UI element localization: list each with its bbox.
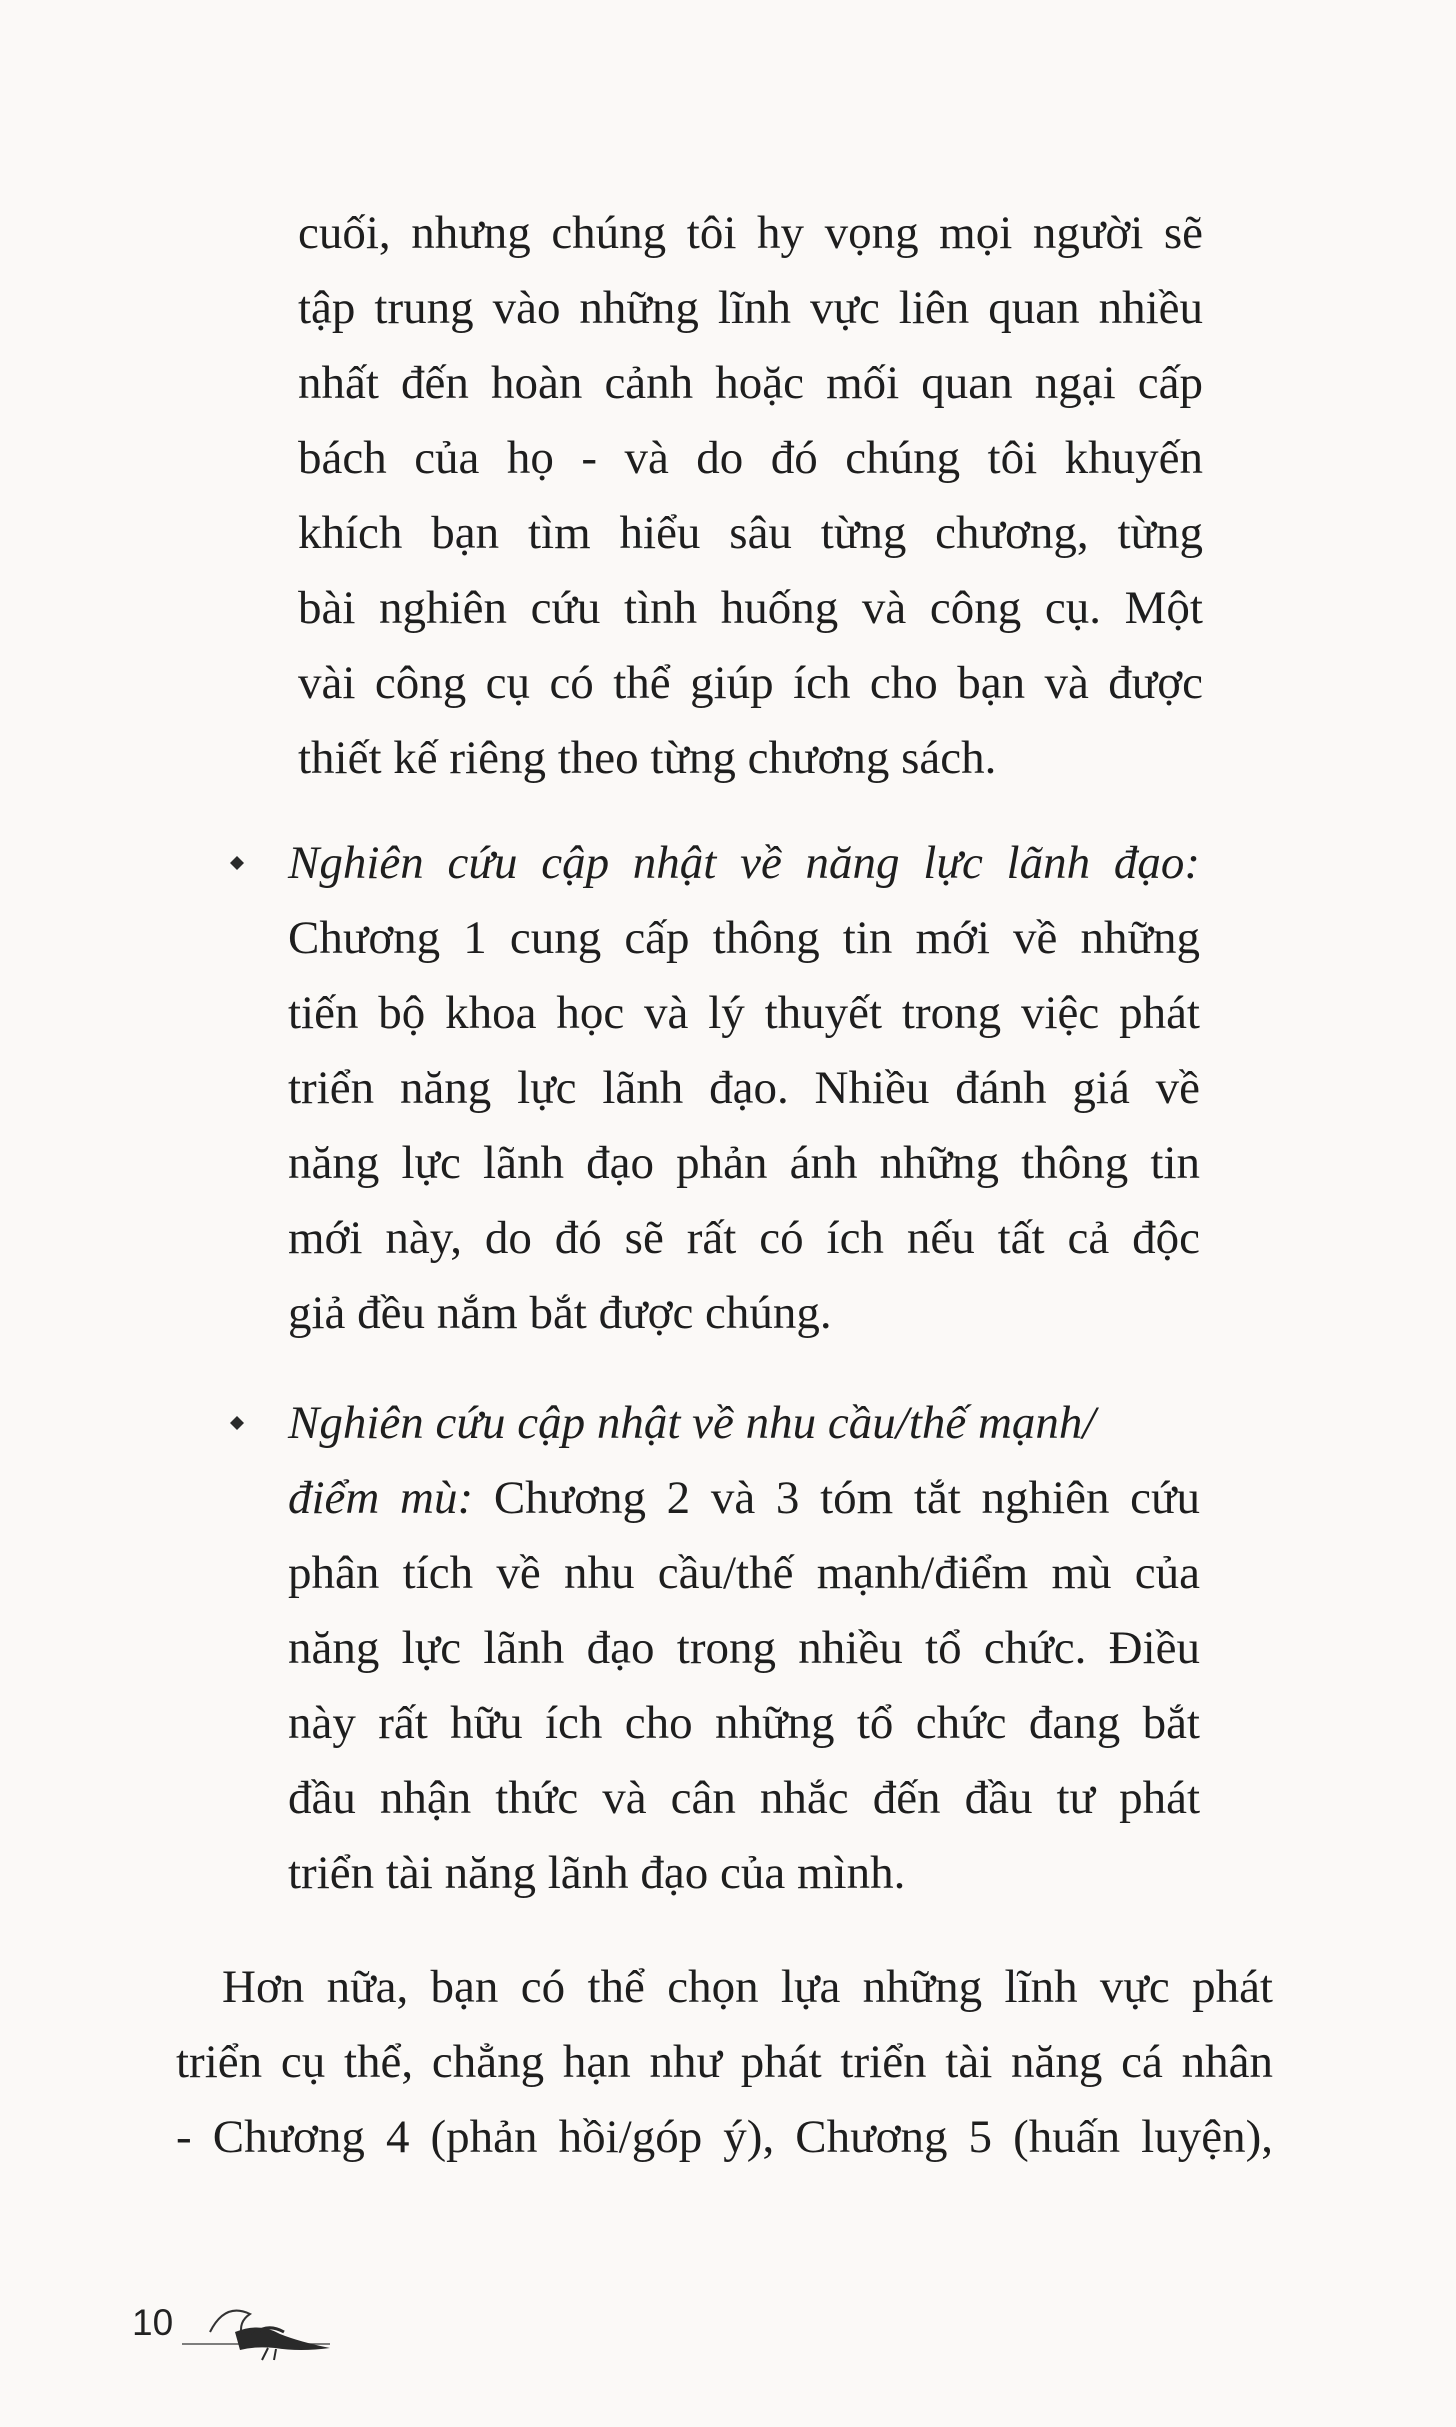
text-line: triển tài năng lãnh đạo của mình. (288, 1847, 906, 1899)
page-number: 10 (132, 2302, 174, 2343)
text-line: mới này, do đó sẽ rất có ích nếu tất cả độc (288, 1212, 1200, 1264)
bullet-lead: Nghiên cứu cập nhật về năng lực lãnh đạo: (288, 837, 1200, 889)
text-line: Hơn nữa, bạn có thể chọn lựa những lĩnh vực phát (222, 1961, 1273, 2013)
text-line: đầu nhận thức và cân nhắc đến đầu tư phát (288, 1772, 1200, 1824)
text-line: vài công cụ có thể giúp ích cho bạn và được (298, 657, 1203, 709)
bullet-lead: điểm mù: (288, 1472, 474, 1524)
text-line: giả đều nắm bắt được chúng. (288, 1287, 832, 1339)
text-line: - Chương 4 (phản hồi/góp ý), Chương 5 (huấn luyện), (176, 2111, 1273, 2163)
text-line: Chương 1 cung cấp thông tin mới về những (288, 912, 1200, 964)
text-line: khích bạn tìm hiểu sâu từng chương, từng (298, 507, 1203, 559)
text-line: bách của họ - và do đó chúng tôi khuyến (298, 432, 1203, 484)
bullet-lead: Nghiên cứu cập nhật về nhu cầu/thế mạnh/ (288, 1397, 1096, 1449)
text-line: năng lực lãnh đạo trong nhiều tổ chức. Điều (288, 1622, 1200, 1674)
bullet-body (288, 1386, 1200, 1911)
diamond-bullet-icon (230, 856, 244, 870)
page-footer (124, 2292, 344, 2372)
text-line: thiết kế riêng theo từng chương sách. (298, 732, 997, 784)
text-line: cuối, nhưng chúng tôi hy vọng mọi người sẽ (298, 207, 1203, 259)
paragraph-top (298, 196, 1203, 796)
text-line: phân tích về nhu cầu/thế mạnh/điểm mù của (288, 1547, 1200, 1599)
diamond-bullet-icon (230, 1416, 244, 1430)
text-line: năng lực lãnh đạo phản ánh những thông tin (288, 1137, 1200, 1189)
text-line: tiến bộ khoa học và lý thuyết trong việc phát (288, 987, 1200, 1039)
text-line: triển cụ thể, chẳng hạn như phát triển tài năng cá nhân (176, 2036, 1273, 2088)
bullet-body (288, 826, 1200, 1351)
text-line: triển năng lực lãnh đạo. Nhiều đánh giá về (288, 1062, 1200, 1114)
text-line: bài nghiên cứu tình huống và công cụ. Một (298, 582, 1203, 634)
text-fragment: Chương 2 và 3 tóm tắt nghiên cứu (493, 1472, 1200, 1524)
paragraph-bottom (176, 1950, 1273, 2175)
text-line: tập trung vào những lĩnh vực liên quan nhiều (298, 282, 1203, 334)
text-line (288, 1461, 1200, 1536)
flying-bird-ornament-icon (180, 2292, 340, 2362)
text-line: nhất đến hoàn cảnh hoặc mối quan ngại cấp (298, 357, 1203, 409)
text-line: này rất hữu ích cho những tổ chức đang bắt (288, 1697, 1200, 1749)
